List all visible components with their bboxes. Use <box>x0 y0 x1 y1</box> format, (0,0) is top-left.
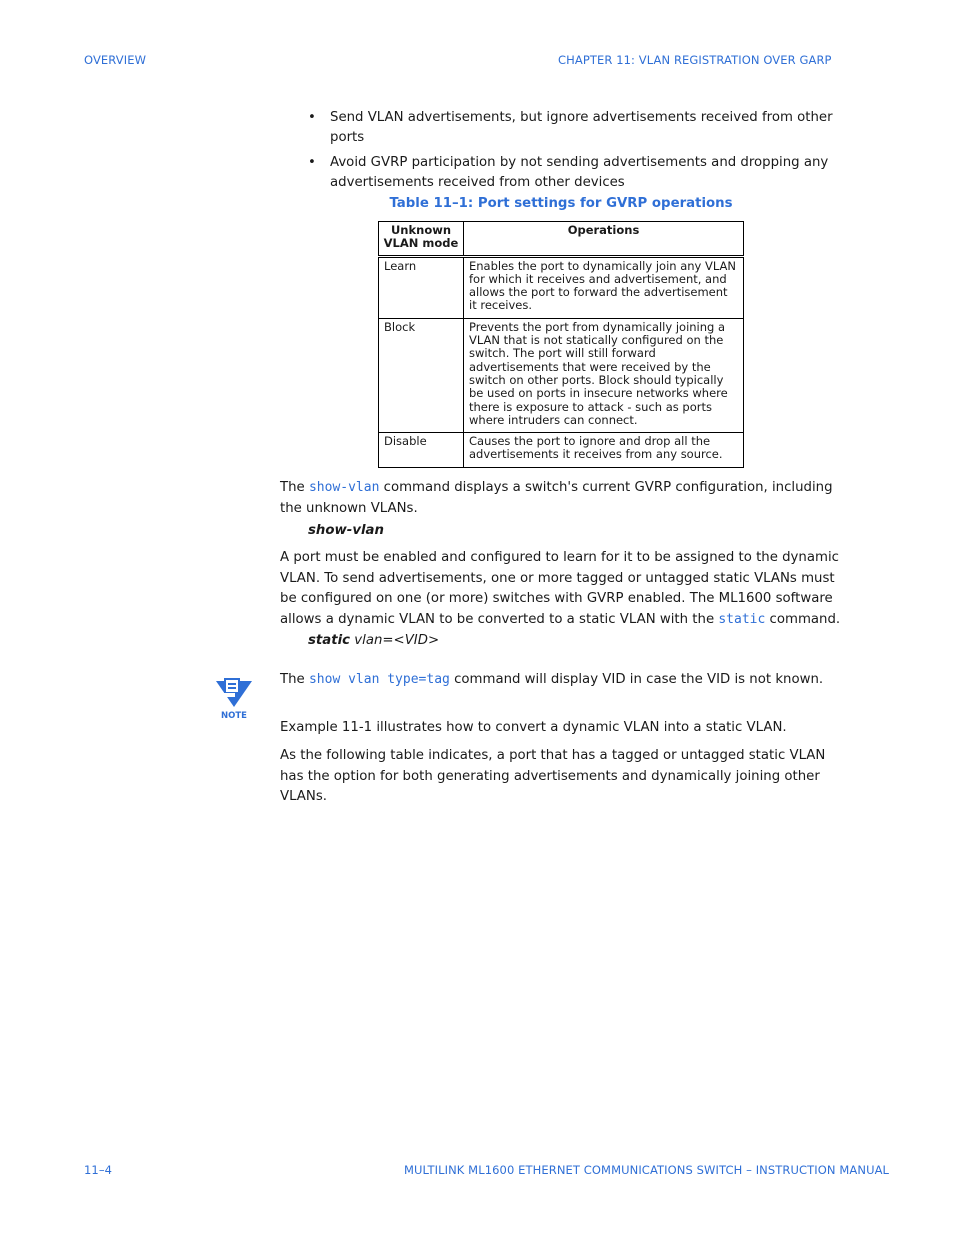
syntax-arguments: vlan=<VID> <box>350 633 440 648</box>
footer-page-number: 11–4 <box>84 1163 113 1177</box>
note-label: NOTE <box>221 711 247 721</box>
text-run: A port must be enabled and configured to learn for it to be assigned to the dynamic VLAN. To send advertisements, one or more tagged or untagged static VLANs must be configured on one (or more) switches with GVRP enabled. The ML1600 software allows a dynamic VLAN to be converted to a static VLAN with the <box>280 550 839 627</box>
text-run: The <box>280 480 309 495</box>
paragraph-example-reference: Example 11-1 illustrates how to convert a dynamic VLAN into a static VLAN. <box>280 720 787 735</box>
bullet-dot-icon: • <box>308 110 316 125</box>
gvrp-settings-table <box>378 221 744 468</box>
table-caption: Table 11–1: Port settings for GVRP operations <box>389 196 733 211</box>
cell-mode: Learn <box>379 256 464 318</box>
inline-code-show-vlan: show-vlan <box>308 480 380 495</box>
syntax-command: static <box>308 633 351 648</box>
table-row <box>379 256 744 318</box>
cell-operations: Enables the port to dynamically join any VLAN for which it receives and advertisement, and allows the port to forward the advertisement it receives. <box>464 256 744 318</box>
bullet-item <box>308 153 848 193</box>
header-chapter-title: CHAPTER 11: VLAN REGISTRATION OVER GARP <box>558 53 832 67</box>
syntax-command: show-vlan <box>308 523 384 538</box>
text-run: The <box>280 672 309 687</box>
text-run: command. <box>765 611 841 627</box>
paragraph-dynamic-vlan <box>280 548 844 630</box>
syntax-static <box>308 633 439 648</box>
cell-mode: Disable <box>379 433 464 468</box>
bullet-list <box>308 108 848 198</box>
bullet-text: Avoid GVRP participation by not sending advertisements and dropping any advertisements received from other devices <box>330 155 829 190</box>
bullet-item <box>308 108 848 148</box>
inline-code-show-vlan-type: show vlan type=tag <box>308 672 450 687</box>
bullet-text: Send VLAN advertisements, but ignore advertisements received from other ports <box>330 110 833 145</box>
note-text <box>280 670 844 691</box>
cell-operations: Causes the port to ignore and drop all the advertisements it receives from any source. <box>464 433 744 468</box>
table-header-row <box>379 222 744 257</box>
column-header-mode: Unknown VLAN mode <box>379 222 464 257</box>
column-header-operations: Operations <box>464 222 744 257</box>
cell-operations: Prevents the port from dynamically joining a VLAN that is not statically configured on the switch. The port will still forward advertisements that were received by the switch on other ports. Block should typically be used on ports in insecure networks where there is exposure to attack - such as ports where intruders can connect. <box>464 318 744 432</box>
header-section-title: OVERVIEW <box>84 53 147 67</box>
text-run: command displays a switch's current GVRP configuration, including the unknown VLANs. <box>280 480 833 516</box>
table-row <box>379 318 744 432</box>
cell-mode: Block <box>379 318 464 432</box>
bullet-dot-icon: • <box>308 155 316 170</box>
table-row <box>379 433 744 468</box>
footer-manual-title: MULTILINK ML1600 ETHERNET COMMUNICATIONS SWITCH – INSTRUCTION MANUAL <box>404 1163 890 1177</box>
text-run: command will display VID in case the VID is not known. <box>449 672 824 687</box>
paragraph-show-vlan <box>280 478 844 519</box>
syntax-show-vlan <box>308 523 384 538</box>
paragraph-static-vlan-option: As the following table indicates, a port that has a tagged or untagged static VLAN has the option for both generating advertisements and dynamically joining other VLANs. <box>280 748 826 804</box>
inline-code-static: static <box>718 611 766 627</box>
